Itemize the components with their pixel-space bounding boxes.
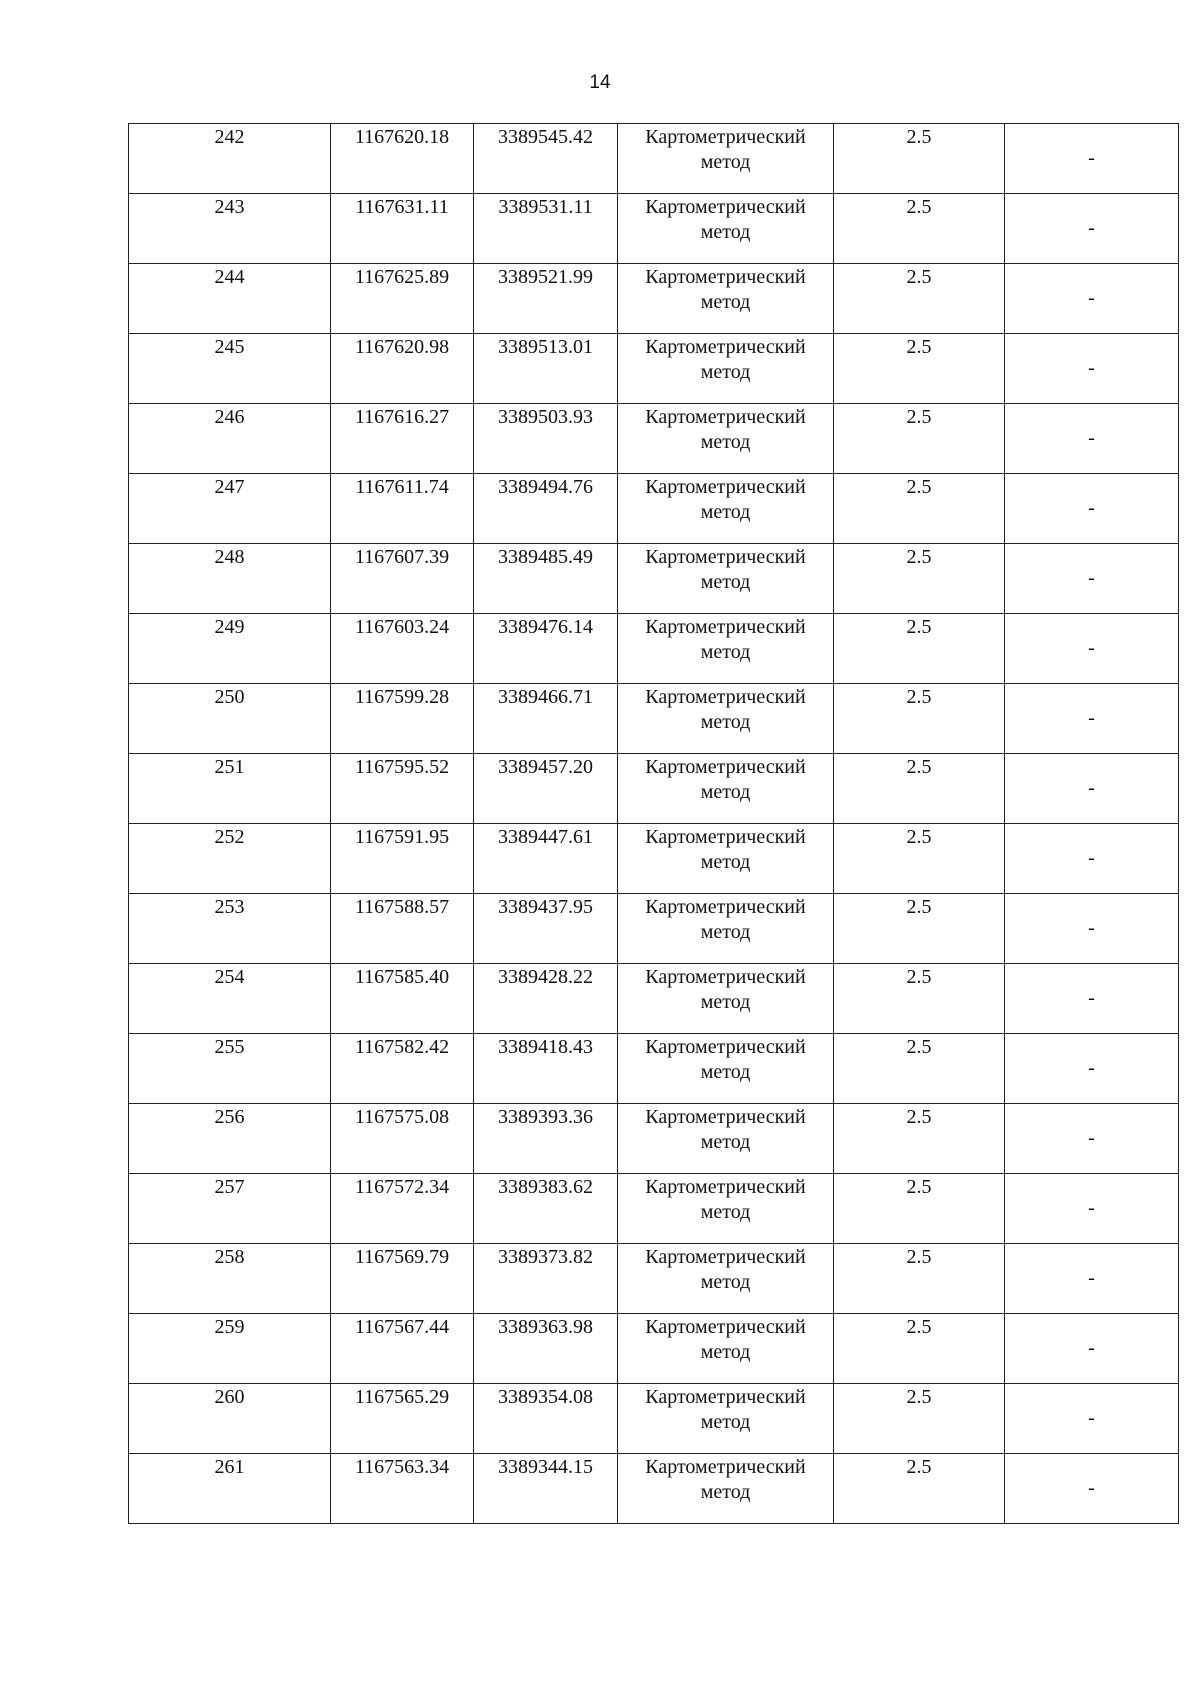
method-cell-text: Картометрический метод <box>645 266 806 313</box>
description-cell <box>1005 1314 1179 1384</box>
point-number-cell-text: 246 <box>214 406 245 428</box>
method-cell <box>618 964 834 1034</box>
method-cell <box>618 1104 834 1174</box>
accuracy-cell <box>834 544 1005 614</box>
description-cell <box>1005 614 1179 684</box>
method-cell-text: Картометрический метод <box>645 1106 806 1153</box>
description-cell <box>1005 1454 1179 1524</box>
method-cell <box>618 404 834 474</box>
y-coordinate-cell-text: 3389476.14 <box>498 616 593 638</box>
x-coordinate-cell-text: 1167591.95 <box>354 826 450 848</box>
point-number-cell-text: 253 <box>214 896 245 918</box>
description-cell-text: - <box>1088 1127 1095 1149</box>
x-coordinate-cell-text: 1167603.24 <box>354 616 450 638</box>
table-row <box>129 1384 1179 1454</box>
description-cell <box>1005 544 1179 614</box>
accuracy-cell-text: 2.5 <box>906 546 932 568</box>
y-coordinate-cell-text: 3389344.15 <box>498 1456 593 1478</box>
x-coordinate-cell <box>331 1314 474 1384</box>
method-cell <box>618 544 834 614</box>
description-cell-text: - <box>1088 1407 1095 1429</box>
y-coordinate-cell-text: 3389503.93 <box>498 406 593 428</box>
table-row <box>129 1454 1179 1524</box>
method-cell <box>618 1314 834 1384</box>
point-number-cell <box>129 404 331 474</box>
table-row <box>129 1244 1179 1314</box>
point-number-cell-text: 243 <box>214 196 245 218</box>
accuracy-cell <box>834 754 1005 824</box>
description-cell-text: - <box>1088 427 1095 449</box>
method-cell <box>618 474 834 544</box>
x-coordinate-cell <box>331 194 474 264</box>
table-row <box>129 1314 1179 1384</box>
x-coordinate-cell-text: 1167582.42 <box>354 1036 450 1058</box>
table-row <box>129 684 1179 754</box>
table-row <box>129 614 1179 684</box>
point-number-cell-text: 258 <box>214 1246 245 1268</box>
description-cell <box>1005 964 1179 1034</box>
method-cell <box>618 1174 834 1244</box>
y-coordinate-cell <box>474 824 618 894</box>
description-cell-text: - <box>1088 1267 1095 1289</box>
x-coordinate-cell-text: 1167599.28 <box>354 686 450 708</box>
accuracy-cell <box>834 1034 1005 1104</box>
y-coordinate-cell-text: 3389383.62 <box>498 1176 593 1198</box>
point-number-cell-text: 259 <box>214 1316 245 1338</box>
x-coordinate-cell <box>331 404 474 474</box>
accuracy-cell <box>834 124 1005 194</box>
method-cell <box>618 894 834 964</box>
accuracy-cell <box>834 1244 1005 1314</box>
description-cell <box>1005 124 1179 194</box>
accuracy-cell <box>834 1314 1005 1384</box>
table-row <box>129 264 1179 334</box>
y-coordinate-cell-text: 3389513.01 <box>498 336 593 358</box>
x-coordinate-cell-text: 1167565.29 <box>354 1386 450 1408</box>
point-number-cell <box>129 1244 331 1314</box>
point-number-cell-text: 249 <box>214 616 245 638</box>
method-cell-text: Картометрический метод <box>645 546 806 593</box>
description-cell-text: - <box>1088 1337 1095 1359</box>
description-cell <box>1005 894 1179 964</box>
x-coordinate-cell <box>331 1454 474 1524</box>
y-coordinate-cell <box>474 1454 618 1524</box>
point-number-cell-text: 247 <box>214 476 245 498</box>
point-number-cell-text: 252 <box>214 826 245 848</box>
table-row <box>129 334 1179 404</box>
y-coordinate-cell <box>474 1104 618 1174</box>
description-cell <box>1005 404 1179 474</box>
method-cell <box>618 684 834 754</box>
coordinates-table-body <box>129 124 1179 1524</box>
y-coordinate-cell-text: 3389373.82 <box>498 1246 593 1268</box>
x-coordinate-cell-text: 1167569.79 <box>354 1246 450 1268</box>
y-coordinate-cell <box>474 544 618 614</box>
x-coordinate-cell <box>331 894 474 964</box>
point-number-cell-text: 256 <box>214 1106 245 1128</box>
description-cell-text: - <box>1088 987 1095 1009</box>
method-cell <box>618 1244 834 1314</box>
table-row <box>129 474 1179 544</box>
method-cell-text: Картометрический метод <box>645 126 806 173</box>
point-number-cell-text: 245 <box>214 336 245 358</box>
method-cell <box>618 124 834 194</box>
accuracy-cell <box>834 964 1005 1034</box>
point-number-cell <box>129 1314 331 1384</box>
accuracy-cell <box>834 404 1005 474</box>
point-number-cell-text: 242 <box>214 126 245 148</box>
y-coordinate-cell-text: 3389485.49 <box>498 546 593 568</box>
accuracy-cell <box>834 334 1005 404</box>
description-cell-text: - <box>1088 567 1095 589</box>
table-row <box>129 1034 1179 1104</box>
x-coordinate-cell <box>331 684 474 754</box>
description-cell <box>1005 474 1179 544</box>
method-cell <box>618 194 834 264</box>
point-number-cell <box>129 754 331 824</box>
description-cell-text: - <box>1088 147 1095 169</box>
accuracy-cell <box>834 1454 1005 1524</box>
method-cell-text: Картометрический метод <box>645 826 806 873</box>
table-row <box>129 754 1179 824</box>
accuracy-cell-text: 2.5 <box>906 616 932 638</box>
x-coordinate-cell-text: 1167588.57 <box>354 896 450 918</box>
method-cell <box>618 264 834 334</box>
accuracy-cell <box>834 614 1005 684</box>
y-coordinate-cell <box>474 894 618 964</box>
y-coordinate-cell <box>474 1244 618 1314</box>
y-coordinate-cell <box>474 1314 618 1384</box>
y-coordinate-cell <box>474 964 618 1034</box>
y-coordinate-cell-text: 3389363.98 <box>498 1316 593 1338</box>
method-cell-text: Картометрический метод <box>645 476 806 523</box>
x-coordinate-cell <box>331 964 474 1034</box>
description-cell <box>1005 1034 1179 1104</box>
point-number-cell <box>129 964 331 1034</box>
x-coordinate-cell-text: 1167607.39 <box>354 546 450 568</box>
point-number-cell-text: 260 <box>214 1386 245 1408</box>
x-coordinate-cell <box>331 474 474 544</box>
description-cell-text: - <box>1088 497 1095 519</box>
point-number-cell-text: 257 <box>214 1176 245 1198</box>
method-cell-text: Картометрический метод <box>645 406 806 453</box>
description-cell-text: - <box>1088 707 1095 729</box>
table-row <box>129 894 1179 964</box>
x-coordinate-cell-text: 1167567.44 <box>354 1316 450 1338</box>
accuracy-cell-text: 2.5 <box>906 1246 932 1268</box>
x-coordinate-cell-text: 1167595.52 <box>354 756 450 778</box>
x-coordinate-cell <box>331 264 474 334</box>
point-number-cell <box>129 264 331 334</box>
accuracy-cell <box>834 474 1005 544</box>
accuracy-cell <box>834 894 1005 964</box>
x-coordinate-cell <box>331 544 474 614</box>
method-cell <box>618 334 834 404</box>
accuracy-cell <box>834 824 1005 894</box>
coordinates-table <box>128 123 1179 1524</box>
method-cell-text: Картометрический метод <box>645 1246 806 1293</box>
accuracy-cell <box>834 1104 1005 1174</box>
accuracy-cell-text: 2.5 <box>906 126 932 148</box>
method-cell-text: Картометрический метод <box>645 896 806 943</box>
y-coordinate-cell-text: 3389494.76 <box>498 476 593 498</box>
y-coordinate-cell-text: 3389418.43 <box>498 1036 593 1058</box>
method-cell-text: Картометрический метод <box>645 196 806 243</box>
x-coordinate-cell <box>331 1034 474 1104</box>
y-coordinate-cell-text: 3389437.95 <box>498 896 593 918</box>
x-coordinate-cell-text: 1167625.89 <box>354 266 450 288</box>
method-cell <box>618 1384 834 1454</box>
x-coordinate-cell-text: 1167620.18 <box>354 126 450 148</box>
point-number-cell-text: 254 <box>214 966 245 988</box>
point-number-cell <box>129 1034 331 1104</box>
y-coordinate-cell-text: 3389457.20 <box>498 756 593 778</box>
x-coordinate-cell <box>331 754 474 824</box>
page-number: 14 <box>589 72 611 93</box>
accuracy-cell-text: 2.5 <box>906 196 932 218</box>
description-cell <box>1005 1104 1179 1174</box>
method-cell-text: Картометрический метод <box>645 616 806 663</box>
description-cell <box>1005 1384 1179 1454</box>
y-coordinate-cell <box>474 1384 618 1454</box>
y-coordinate-cell <box>474 1174 618 1244</box>
accuracy-cell-text: 2.5 <box>906 406 932 428</box>
table-row <box>129 124 1179 194</box>
description-cell <box>1005 824 1179 894</box>
point-number-cell <box>129 1174 331 1244</box>
x-coordinate-cell-text: 1167616.27 <box>354 406 450 428</box>
x-coordinate-cell <box>331 1384 474 1454</box>
method-cell-text: Картометрический метод <box>645 966 806 1013</box>
y-coordinate-cell <box>474 194 618 264</box>
description-cell <box>1005 1244 1179 1314</box>
accuracy-cell-text: 2.5 <box>906 966 932 988</box>
accuracy-cell <box>834 1174 1005 1244</box>
x-coordinate-cell <box>331 614 474 684</box>
x-coordinate-cell <box>331 124 474 194</box>
y-coordinate-cell <box>474 754 618 824</box>
point-number-cell <box>129 474 331 544</box>
y-coordinate-cell-text: 3389447.61 <box>498 826 593 848</box>
y-coordinate-cell <box>474 684 618 754</box>
method-cell-text: Картометрический метод <box>645 336 806 383</box>
x-coordinate-cell <box>331 334 474 404</box>
description-cell <box>1005 684 1179 754</box>
point-number-cell <box>129 544 331 614</box>
description-cell-text: - <box>1088 917 1095 939</box>
accuracy-cell-text: 2.5 <box>906 1106 932 1128</box>
description-cell-text: - <box>1088 1477 1095 1499</box>
method-cell <box>618 614 834 684</box>
description-cell-text: - <box>1088 357 1095 379</box>
accuracy-cell <box>834 684 1005 754</box>
description-cell <box>1005 264 1179 334</box>
point-number-cell <box>129 1384 331 1454</box>
point-number-cell <box>129 614 331 684</box>
description-cell-text: - <box>1088 847 1095 869</box>
accuracy-cell-text: 2.5 <box>906 756 932 778</box>
y-coordinate-cell-text: 3389545.42 <box>498 126 593 148</box>
table-row <box>129 194 1179 264</box>
point-number-cell <box>129 334 331 404</box>
x-coordinate-cell-text: 1167585.40 <box>354 966 450 988</box>
point-number-cell-text: 248 <box>214 546 245 568</box>
x-coordinate-cell <box>331 1244 474 1314</box>
y-coordinate-cell-text: 3389428.22 <box>498 966 593 988</box>
description-cell-text: - <box>1088 217 1095 239</box>
accuracy-cell-text: 2.5 <box>906 1456 932 1478</box>
accuracy-cell <box>834 264 1005 334</box>
description-cell-text: - <box>1088 637 1095 659</box>
method-cell-text: Картометрический метод <box>645 756 806 803</box>
table-row <box>129 404 1179 474</box>
point-number-cell-text: 251 <box>214 756 245 778</box>
method-cell <box>618 1034 834 1104</box>
point-number-cell-text: 255 <box>214 1036 245 1058</box>
accuracy-cell-text: 2.5 <box>906 826 932 848</box>
description-cell-text: - <box>1088 1197 1095 1219</box>
method-cell-text: Картометрический метод <box>645 686 806 733</box>
point-number-cell-text: 244 <box>214 266 245 288</box>
y-coordinate-cell-text: 3389393.36 <box>498 1106 593 1128</box>
y-coordinate-cell-text: 3389531.11 <box>498 196 593 218</box>
y-coordinate-cell-text: 3389521.99 <box>498 266 593 288</box>
description-cell <box>1005 194 1179 264</box>
description-cell-text: - <box>1088 1057 1095 1079</box>
accuracy-cell-text: 2.5 <box>906 896 932 918</box>
x-coordinate-cell-text: 1167611.74 <box>355 476 449 498</box>
method-cell-text: Картометрический метод <box>645 1386 806 1433</box>
y-coordinate-cell <box>474 334 618 404</box>
x-coordinate-cell-text: 1167563.34 <box>354 1456 450 1478</box>
y-coordinate-cell <box>474 124 618 194</box>
accuracy-cell-text: 2.5 <box>906 1036 932 1058</box>
method-cell <box>618 1454 834 1524</box>
y-coordinate-cell <box>474 474 618 544</box>
y-coordinate-cell <box>474 404 618 474</box>
accuracy-cell-text: 2.5 <box>906 1386 932 1408</box>
table-row <box>129 1104 1179 1174</box>
description-cell <box>1005 754 1179 824</box>
accuracy-cell <box>834 1384 1005 1454</box>
accuracy-cell-text: 2.5 <box>906 686 932 708</box>
point-number-cell <box>129 684 331 754</box>
method-cell-text: Картометрический метод <box>645 1456 806 1503</box>
y-coordinate-cell <box>474 264 618 334</box>
point-number-cell <box>129 1454 331 1524</box>
point-number-cell <box>129 124 331 194</box>
description-cell-text: - <box>1088 777 1095 799</box>
x-coordinate-cell <box>331 1174 474 1244</box>
point-number-cell <box>129 894 331 964</box>
description-cell <box>1005 1174 1179 1244</box>
table-row <box>129 824 1179 894</box>
accuracy-cell <box>834 194 1005 264</box>
table-row <box>129 544 1179 614</box>
x-coordinate-cell-text: 1167620.98 <box>354 336 450 358</box>
y-coordinate-cell-text: 3389354.08 <box>498 1386 593 1408</box>
y-coordinate-cell-text: 3389466.71 <box>498 686 593 708</box>
x-coordinate-cell-text: 1167575.08 <box>354 1106 450 1128</box>
method-cell-text: Картометрический метод <box>645 1036 806 1083</box>
y-coordinate-cell <box>474 1034 618 1104</box>
x-coordinate-cell <box>331 1104 474 1174</box>
accuracy-cell-text: 2.5 <box>906 476 932 498</box>
x-coordinate-cell <box>331 824 474 894</box>
method-cell-text: Картометрический метод <box>645 1316 806 1363</box>
accuracy-cell-text: 2.5 <box>906 336 932 358</box>
point-number-cell-text: 250 <box>214 686 245 708</box>
point-number-cell <box>129 1104 331 1174</box>
method-cell <box>618 754 834 824</box>
accuracy-cell-text: 2.5 <box>906 1316 932 1338</box>
x-coordinate-cell-text: 1167572.34 <box>354 1176 450 1198</box>
point-number-cell <box>129 824 331 894</box>
table-row <box>129 964 1179 1034</box>
description-cell-text: - <box>1088 287 1095 309</box>
point-number-cell-text: 261 <box>214 1456 245 1478</box>
accuracy-cell-text: 2.5 <box>906 1176 932 1198</box>
x-coordinate-cell-text: 1167631.11 <box>355 196 449 218</box>
accuracy-cell-text: 2.5 <box>906 266 932 288</box>
point-number-cell <box>129 194 331 264</box>
table-row <box>129 1174 1179 1244</box>
y-coordinate-cell <box>474 614 618 684</box>
description-cell <box>1005 334 1179 404</box>
method-cell <box>618 824 834 894</box>
method-cell-text: Картометрический метод <box>645 1176 806 1223</box>
